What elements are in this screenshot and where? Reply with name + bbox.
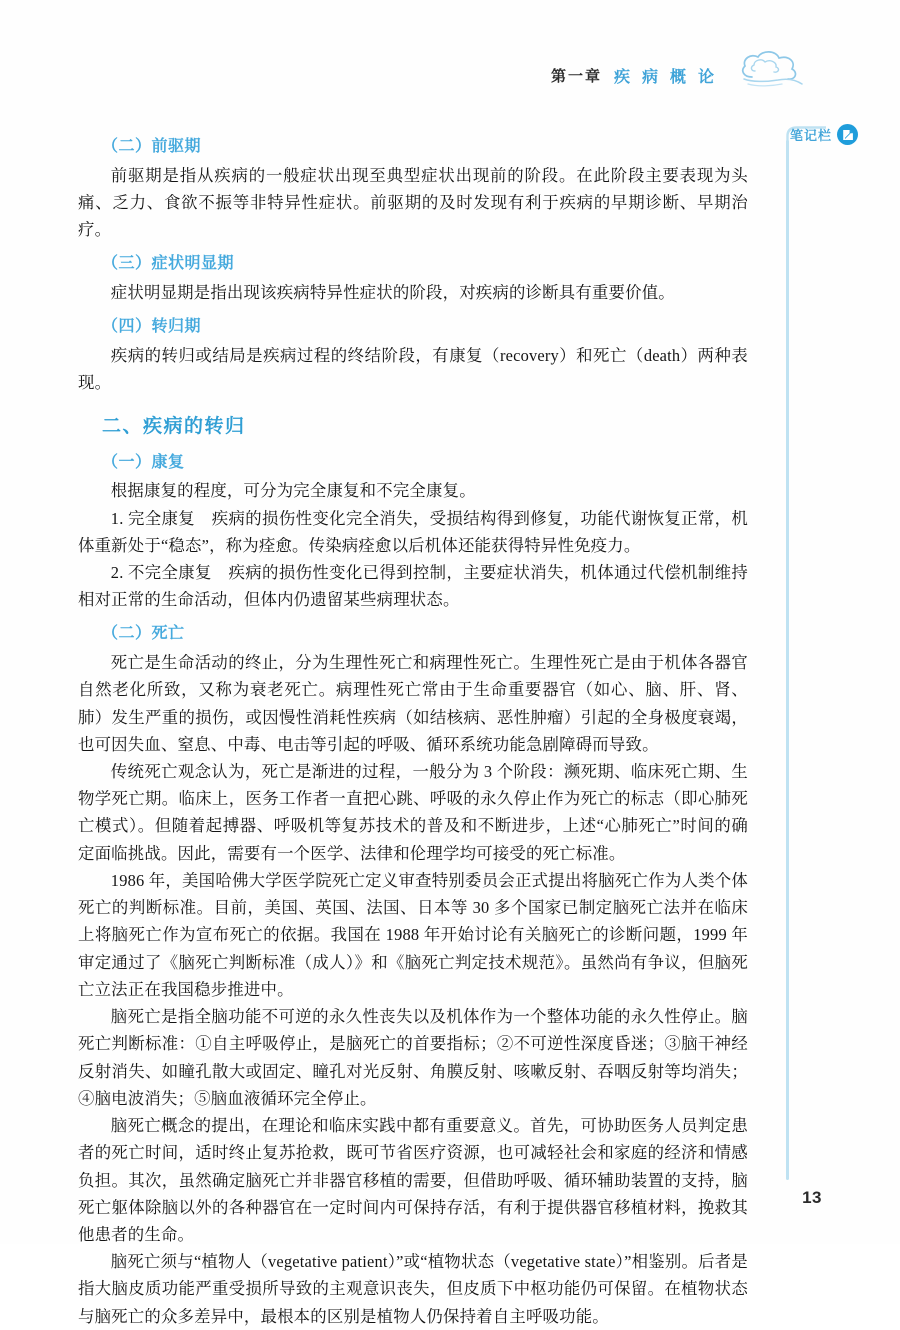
body-paragraph: 症状明显期是指出现该疾病特异性症状的阶段，对疾病的诊断具有重要价值。 <box>110 282 675 302</box>
notes-label: 笔记栏 <box>789 128 832 143</box>
running-head-chapter: 第一章 <box>550 68 602 85</box>
body-paragraph: 脑死亡须与“植物人（vegetative patient）”或“植物状态（vegetative state）”相鉴别。后者是指大脑皮质功能严重受损所导致的主观意识丧失，但皮质下中枢功能仍可保留。在植物状态与脑死亡的众多差异中，最根本的区别是植物人仍保持着自主呼吸功能。 <box>78 1252 748 1326</box>
page-number: 13 <box>802 1188 822 1207</box>
pen-note-icon <box>837 124 858 145</box>
body-paragraph: 2. 不完全康复 疾病的损伤性变化已得到控制，主要症状消失，机体通过代偿机制维持相对正常的生命活动，但体内仍遗留某些病理状态。 <box>78 562 748 610</box>
body-column <box>78 126 748 1330</box>
body-paragraph: 死亡是生命活动的终止，分为生理性死亡和病理性死亡。生理性死亡是由于机体各器官自然老化所致，又称为衰老死亡。病理性死亡常由于生命重要器官（如心、脑、肝、肾、肺）发生严重的损伤，或因慢性消耗性疾病（如结核病、恶性肿瘤）引起的全身极度衰竭，也可因失血、窒息、中毒、电击等引起的呼吸、循环系统功能急剧障碍而导致。 <box>78 653 748 754</box>
cloud-ornament-icon <box>722 49 808 96</box>
subsection-heading: （四）转归期 <box>102 318 202 336</box>
subsection-heading: （二）前驱期 <box>102 138 202 155</box>
subsection-heading: （三）症状明显期 <box>102 255 235 273</box>
running-head-title: 疾 病 概 论 <box>613 68 718 86</box>
notes-column-header <box>790 124 858 145</box>
notes-rail <box>786 140 789 1180</box>
section-heading: 二、疾病的转归 <box>102 416 246 438</box>
body-paragraph: 1986 年，美国哈佛大学医学院死亡定义审查特别委员会正式提出将脑死亡作为人类个体死亡的判断标准。目前，美国、英国、法国、日本等 30 多个国家已制定脑死亡法并在临床上将脑死亡作为宣布死亡的依据。我国在 1988 年开始讨论有关脑死亡的诊断问题，1999 年审定通过了《脑死亡判断标准（成人）》和《脑死亡判定技术规范》。虽然尚有争议，但脑死亡立法正在我国稳步推进中。 <box>78 870 748 999</box>
body-paragraph: 脑死亡概念的提出，在理论和临床实践中都有重要意义。首先，可协助医务人员判定患者的死亡时间，适时终止复苏抢救，既可节省医疗资源，也可减轻社会和家庭的经济和情感负担。其次，虽然确定脑死亡并非器官移植的需要，但借助呼吸、循环辅助装置的支持，脑死亡躯体除脑以外的各种器官在一定时间内可保持存活，有利于提供器官移植材料，挽救其他患者的生命。 <box>78 1116 748 1244</box>
subsection-heading: （二）死亡 <box>102 625 185 643</box>
body-paragraph: 1. 完全康复 疾病的损伤性变化完全消失，受损结构得到修复，功能代谢恢复正常，机体重新处于“稳态”，称为痊愈。传染病痊愈以后机体还能获得特异性免疫力。 <box>78 508 748 555</box>
body-paragraph: 前驱期是指从疾病的一般症状出现至典型症状出现前的阶段。在此阶段主要表现为头痛、乏力、食欲不振等非特异性症状。前驱期的及时发现有利于疾病的早期诊断、早期治疗。 <box>78 165 748 240</box>
body-paragraph: 传统死亡观念认为，死亡是渐进的过程，一般分为 3 个阶段：濒死期、临床死亡期、生物学死亡期。临床上，医务工作者一直把心跳、呼吸的永久停止作为死亡的标志（即心肺死亡模式）。但随着起搏器、呼吸机等复苏技术的普及和不断进步，上述“心肺死亡”时间的确定面临挑战。因此，需要有一个医学、法律和伦理学均可接受的死亡标准。 <box>78 761 748 863</box>
body-paragraph: 疾病的转归或结局是疾病过程的终结阶段，有康复（recovery）和死亡（death）两种表现。 <box>78 345 748 392</box>
subsection-heading: （一）康复 <box>102 453 185 471</box>
body-paragraph: 根据康复的程度，可分为完全康复和不完全康复。 <box>110 481 476 501</box>
running-head <box>551 55 808 95</box>
body-paragraph: 脑死亡是指全脑功能不可逆的永久性丧失以及机体作为一个整体功能的永久性停止。脑死亡判断标准：①自主呼吸停止，是脑死亡的首要指标；②不可逆性深度昏迷；③脑干神经反射消失、如瞳孔散大或固定、瞳孔对光反射、角膜反射、咳嗽反射、吞咽反射等均消失；④脑电波消失；⑤脑血液循环完全停止。 <box>78 1007 748 1108</box>
